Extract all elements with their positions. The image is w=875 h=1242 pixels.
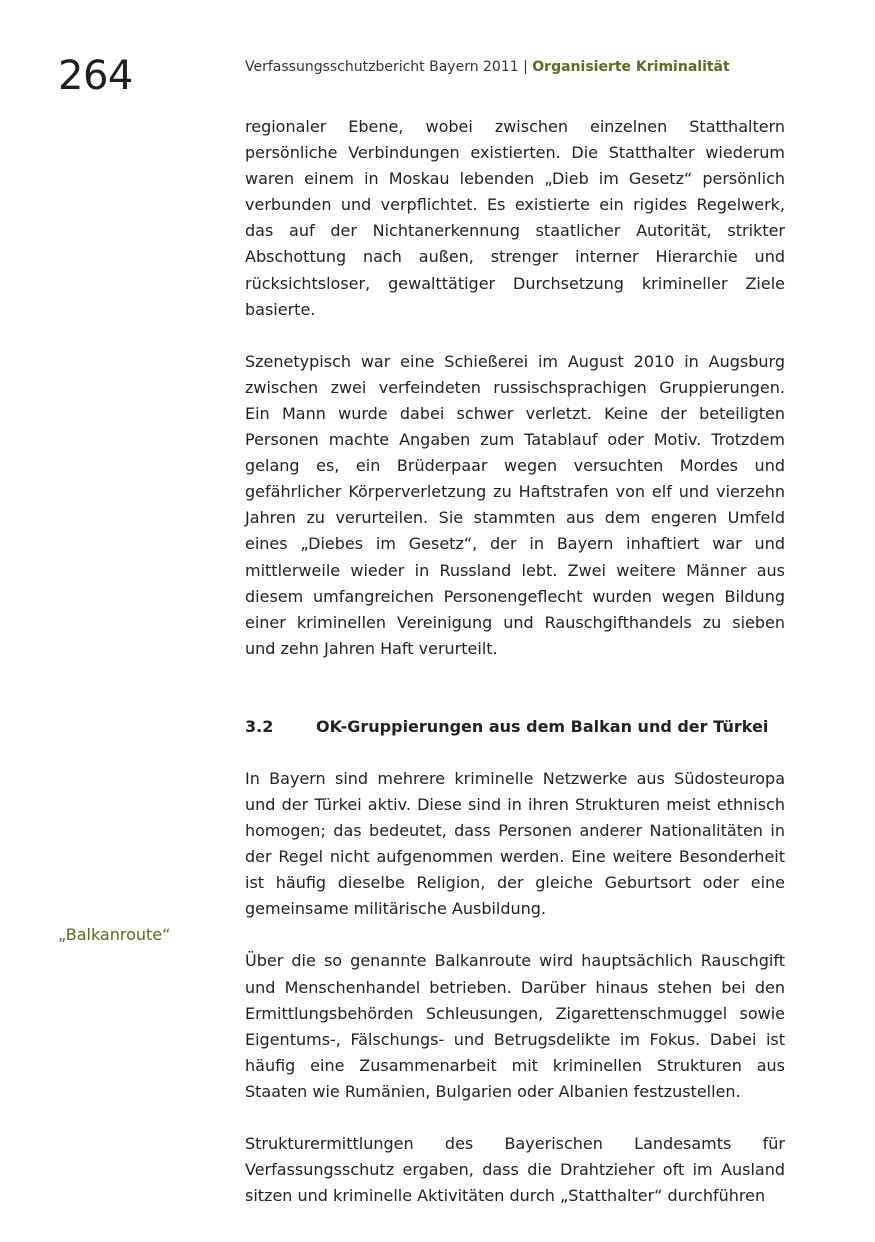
- paragraph: Über die so genannte Balkanroute wird hauptsächlich Rauschgift und Menschenhandel betrieben. Darüber hinaus stehen bei den Ermittlungsbehörden Schleusungen, Zigarettenschmuggel sowie Eigentums-, Fälschungs- und Betrugsdelikte im Fokus. Dabei ist häufig eine Zusammenarbeit mit kriminellen Strukturen aus Staaten wie Rumänien, Bulgarien oder Albanien festzustellen.: [245, 951, 785, 1101]
- section-title: Organisierte Kriminalität: [532, 59, 730, 75]
- margin-note-balkanroute: „Balkanroute“: [58, 925, 171, 944]
- running-header: [245, 58, 730, 76]
- section-heading-number: 3.2: [245, 716, 274, 736]
- publication-title: Verfassungsschutzbericht Bayern 2011: [245, 59, 519, 75]
- body-text: [245, 114, 785, 1209]
- paragraph: Szenetypisch war eine Schießerei im August 2010 in Augsburg zwischen zwei verfeindeten russischsprachigen Gruppierungen. Ein Mann wurde dabei schwer verletzt. Keine der beteiligten Personen machte Angaben zum Tatablauf oder Motiv. Trotzdem gelang es, ein Brüderpaar wegen versuchten Mordes und gefährlicher Körperverletzung zu Haftstrafen von elf und vierzehn Jahren zu verurteilen. Sie stammten aus dem engeren Umfeld eines „Diebes im Gesetz“, der in Bayern inhaftiert war und mittlerweile wieder in Russland lebt. Zwei weitere Männer aus diesem umfangreichen Personengeflecht wurden wegen Bildung einer kriminellen Vereinigung und Rauschgifthandels zu sieben und zehn Jahren Haft verurteilt.: [245, 351, 785, 658]
- page-number: 264: [58, 53, 133, 99]
- paragraph: In Bayern sind mehrere kriminelle Netzwerke aus Südosteuropa und der Türkei aktiv. Diese sind in ihren Strukturen meist ethnisch homogen; das bedeutet, dass Personen anderer Nationalitäten in der Regel nicht aufgenommen werden. Eine weitere Besonderheit ist häufig dieselbe Religion, der gleiche Geburtsort oder eine gemeinsame militärische Ausbildung.: [245, 768, 785, 919]
- paragraph: regionaler Ebene, wobei zwischen einzelnen Statthaltern persönliche Verbindungen existierten. Die Statthalter wiederum waren einem in Moskau lebenden „Dieb im Gesetz“ persönlich verbunden und verpflichtet. Es existierte ein rigides Regelwerk, das auf der Nichtanerkennung staatlicher Autorität, strikter Abschottung nach außen, strenger interner Hierarchie und rücksichtsloser, gewalttätiger Durchsetzung krimineller Ziele basierte.: [245, 117, 785, 319]
- paragraph: Strukturermittlungen des Bayerischen Landesamts für Verfassungsschutz ergaben, dass die Drahtzieher oft im Ausland sitzen und kriminelle Aktivitäten durch „Statthalter“ durchführen: [245, 1134, 785, 1206]
- header-separator: |: [523, 59, 528, 75]
- section-heading-title: OK-Gruppierungen aus dem Balkan und der Türkei: [316, 716, 769, 736]
- section-heading: [245, 714, 785, 740]
